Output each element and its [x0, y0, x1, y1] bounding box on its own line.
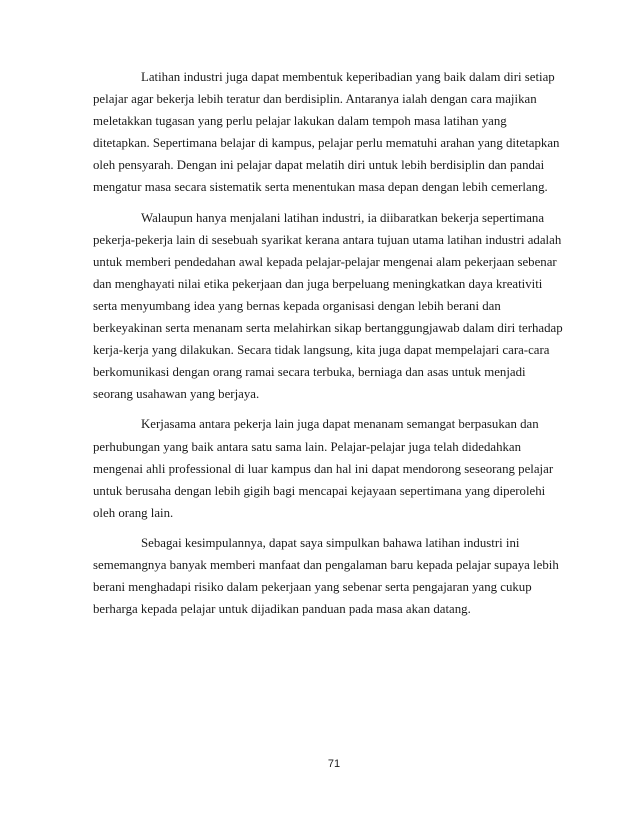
document-body	[93, 66, 564, 628]
text-line: pekerja-pekerja lain di sesebuah syarikat kerana antara tujuan utama latihan industri adalah	[93, 232, 562, 247]
text-line: berani menghadapi risiko dalam pekerjaan yang sebenar serta pengajaran yang cukup	[93, 580, 532, 595]
text-line: oleh pensyarah. Dengan ini pelajar dapat melatih diri untuk lebih berdisiplin dan pandai	[93, 158, 545, 173]
text-line: berkeyakinan serta menanam serta melahirkan sikap bertanggungjawab dalam diri terhadap	[93, 321, 563, 336]
paragraph-1	[93, 66, 564, 199]
text-line: Kerjasama antara pekerja lain juga dapat menanam semangat berpasukan dan	[141, 417, 539, 432]
paragraph-2	[93, 207, 564, 406]
text-line: pelajar agar bekerja lebih teratur dan berdisiplin. Antaranya ialah dengan cara majikan	[93, 92, 537, 107]
text-line: meletakkan tugasan yang perlu pelajar lakukan dalam tempoh masa latihan yang	[93, 114, 507, 129]
paragraph-3	[93, 413, 564, 523]
text-line: ditetapkan. Sepertimana belajar di kampus, pelajar perlu mematuhi arahan yang ditetapkan	[93, 136, 560, 151]
text-line: serta menyumbang idea yang bernas kepada organisasi dengan lebih berani dan	[93, 298, 501, 313]
text-line: dan menghayati nilai etika pekerjaan dan juga berpeluang meningkatkan daya kreativiti	[93, 276, 543, 291]
text-line: oleh orang lain.	[93, 505, 174, 520]
text-line: untuk memberi pendedahan awal kepada pelajar-pelajar mengenai alam pekerjaan sebenar	[93, 254, 557, 269]
text-line: Sebagai kesimpulannya, dapat saya simpulkan bahawa latihan industri ini	[141, 535, 520, 550]
text-line: berharga kepada pelajar untuk dijadikan panduan pada masa akan datang.	[93, 602, 471, 617]
text-line: Latihan industri juga dapat membentuk keperibadian yang baik dalam diri setiap	[141, 70, 555, 84]
text-line: kerja-kerja yang dilakukan. Secara tidak langsung, kita juga dapat mempelajari cara-cara	[93, 343, 550, 358]
text-line: berkomunikasi dengan orang ramai secara terbuka, berniaga dan asas untuk menjadi	[93, 365, 526, 380]
text-line: untuk berusaha dengan lebih gigih bagi mencapai kejayaan sepertimana yang diperolehi	[93, 483, 546, 498]
text-line: seorang usahawan yang berjaya.	[93, 387, 260, 402]
page-number: 71	[327, 758, 341, 770]
text-line: mengatur masa secara sistematik serta menentukan masa depan dengan lebih cemerlang.	[93, 180, 548, 195]
text-line: mengenai ahli professional di luar kampus dan hal ini dapat mendorong seseorang pelajar	[93, 461, 554, 476]
text-line: perhubungan yang baik antara satu sama lain. Pelajar-pelajar juga telah didedahkan	[93, 439, 522, 454]
paragraph-4	[93, 532, 564, 620]
text-line: sememangnya banyak memberi manfaat dan pengalaman baru kepada pelajar supaya lebih	[93, 557, 559, 572]
text-line: Walaupun hanya menjalani latihan industri, ia diibaratkan bekerja sepertimana	[141, 210, 545, 225]
